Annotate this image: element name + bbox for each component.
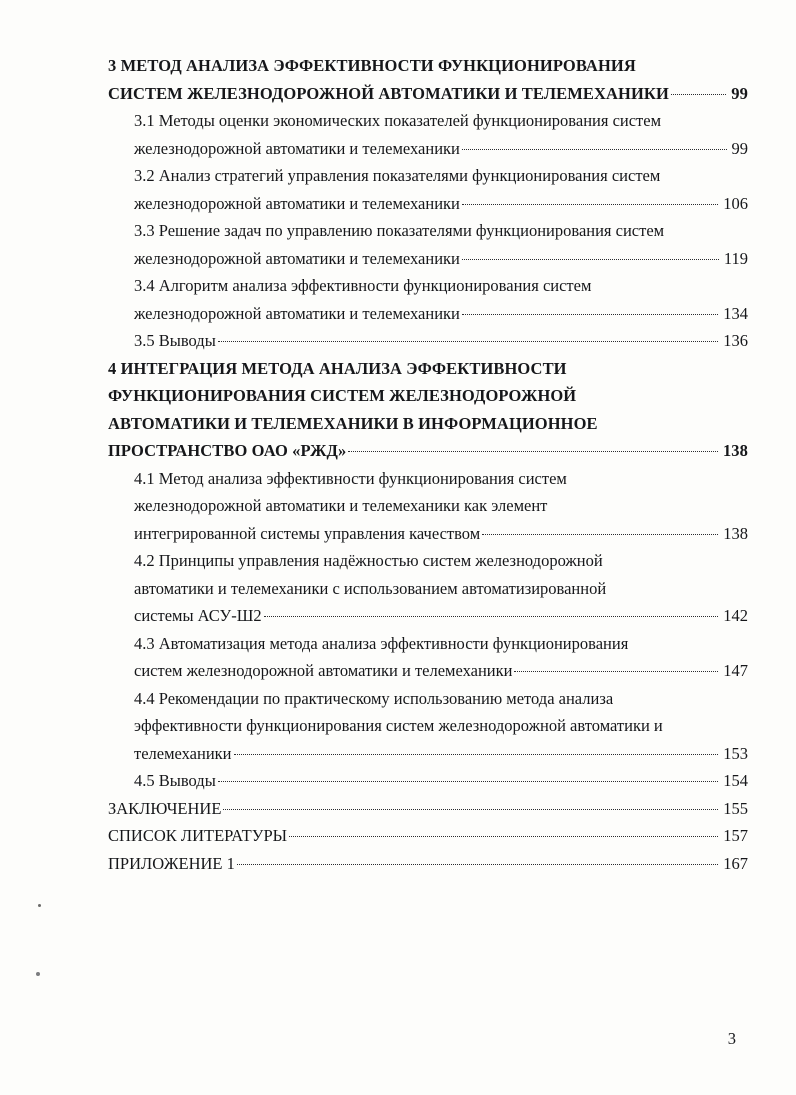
toc-entry-line: 4.1 Метод анализа эффективности функционирования систем: [134, 468, 567, 488]
toc-entry-line: железнодорожной автоматики и телемеханики как элемент: [134, 496, 548, 515]
toc-entry-section-4-1[interactable]: [134, 468, 748, 543]
toc-entry-text: системы АСУ-Ш2: [134, 606, 262, 625]
toc-entry-section-3-3[interactable]: [134, 223, 748, 267]
toc-entry-line-last: [134, 303, 748, 323]
toc-page-number: 119: [723, 248, 748, 268]
toc-entry-line-last: [108, 798, 748, 818]
toc-entry-line: 4.3 Автоматизация метода анализа эффективности функционирования: [134, 633, 629, 653]
table-of-contents: [108, 58, 748, 883]
toc-entry-line-last: [108, 828, 748, 845]
toc-page-number: 106: [723, 193, 748, 213]
toc-page-number: 134: [723, 303, 748, 323]
scan-speck: [36, 972, 40, 976]
toc-entry-line: автоматики и телемеханики с использованием автоматизированной: [134, 578, 607, 598]
toc-entry-line-last: [134, 663, 748, 680]
dot-leader: [462, 149, 727, 150]
dot-leader: [289, 836, 718, 837]
dot-leader: [462, 204, 718, 205]
toc-entry-line-last: [108, 83, 748, 103]
toc-entry-line: АВТОМАТИКИ И ТЕЛЕМЕХАНИКИ В ИНФОРМАЦИОННОЕ: [108, 413, 598, 433]
scan-speck: [38, 904, 41, 907]
toc-entry-line-last: [134, 248, 748, 268]
toc-page-number: 136: [723, 331, 748, 350]
toc-entry-section-3-2[interactable]: [134, 168, 748, 212]
toc-entry-line: ФУНКЦИОНИРОВАНИЯ СИСТЕМ ЖЕЛЕЗНОДОРОЖНОЙ: [108, 386, 577, 405]
toc-page-number: 138: [722, 441, 748, 460]
toc-page-number: 157: [723, 826, 748, 845]
dot-leader: [237, 864, 718, 865]
toc-entry-chapter-4[interactable]: [108, 358, 748, 460]
dot-leader: [514, 671, 718, 672]
dot-leader: [462, 259, 719, 260]
toc-entry-section-3-5[interactable]: [134, 333, 748, 350]
toc-entry-text: телемеханики: [134, 743, 232, 763]
toc-entry-line: 4.2 Принципы управления надёжностью систем железнодорожной: [134, 551, 603, 570]
toc-entry-text: железнодорожной автоматики и телемеханики: [134, 248, 460, 268]
toc-entry-line: 3.1 Методы оценки экономических показателей функционирования систем: [134, 111, 662, 130]
toc-page-number: 138: [723, 523, 748, 543]
dot-leader: [671, 94, 726, 95]
toc-page-number: 154: [723, 771, 748, 790]
toc-entry-text: СПИСОК ЛИТЕРАТУРЫ: [108, 826, 288, 845]
dot-leader: [348, 451, 718, 452]
dot-leader: [234, 754, 719, 755]
toc-entry-line-last: [108, 443, 748, 460]
toc-entry-text: систем железнодорожной автоматики и телемеханики: [134, 661, 513, 680]
toc-entry-chapter-3[interactable]: [108, 58, 748, 102]
toc-entry-text: железнодорожной автоматики и телемеханики: [134, 303, 460, 323]
toc-entry-text: 3.5 Выводы: [134, 331, 216, 350]
toc-entry-line-last: [134, 608, 748, 625]
toc-entry-line-last: [134, 523, 748, 543]
toc-entry-section-4-4[interactable]: [134, 688, 748, 763]
toc-entry-section-4-3[interactable]: [134, 633, 748, 680]
toc-page-number: 147: [723, 661, 748, 680]
toc-entry-line: эффективности функционирования систем железнодорожной автоматики и: [134, 716, 663, 735]
toc-entry-line: 4.4 Рекомендации по практическому использованию метода анализа: [134, 688, 614, 708]
toc-entry-line-last: [134, 333, 748, 350]
toc-entry-conclusion[interactable]: [108, 798, 748, 818]
toc-page-number: 167: [723, 853, 748, 873]
toc-entry-text: ПРОСТРАНСТВО ОАО «РЖД»: [108, 441, 347, 460]
toc-entry-line-last: [134, 138, 748, 158]
toc-entry-line-last: [134, 193, 748, 213]
toc-page-number: 155: [723, 798, 748, 818]
toc-entry-line: 3.3 Решение задач по управлению показателями функционирования систем: [134, 221, 665, 240]
toc-entry-line-last: [108, 853, 748, 873]
toc-entry-text: ПРИЛОЖЕНИЕ 1: [108, 853, 235, 873]
toc-entry-text: железнодорожной автоматики и телемеханики: [134, 138, 460, 158]
toc-entry-section-3-1[interactable]: [134, 113, 748, 157]
toc-entry-section-4-5[interactable]: [134, 773, 748, 790]
toc-entry-appendix-1[interactable]: [108, 853, 748, 873]
dot-leader: [223, 809, 718, 810]
toc-entry-line-last: [134, 773, 748, 790]
toc-entry-line: 3.2 Анализ стратегий управления показателями функционирования систем: [134, 166, 661, 185]
dot-leader: [482, 534, 718, 535]
toc-entry-text: 4.5 Выводы: [134, 771, 216, 790]
toc-entry-text: ЗАКЛЮЧЕНИЕ: [108, 798, 222, 818]
page-number: 3: [727, 1029, 736, 1048]
dot-leader: [264, 616, 719, 617]
toc-page-number: 99: [731, 138, 748, 158]
dot-leader: [218, 781, 718, 782]
toc-entry-line-last: [134, 743, 748, 763]
toc-page-number: 153: [723, 743, 748, 763]
toc-entry-line: 3 МЕТОД АНАЛИЗА ЭФФЕКТИВНОСТИ ФУНКЦИОНИРОВАНИЯ: [108, 56, 636, 75]
dot-leader: [462, 314, 718, 315]
toc-entry-section-3-4[interactable]: [134, 278, 748, 322]
toc-entry-text: железнодорожной автоматики и телемеханики: [134, 193, 460, 213]
toc-page-number: 142: [723, 606, 748, 625]
toc-entry-section-4-2[interactable]: [134, 553, 748, 625]
toc-entry-text: СИСТЕМ ЖЕЛЕЗНОДОРОЖНОЙ АВТОМАТИКИ И ТЕЛЕМЕХАНИКИ: [108, 83, 669, 103]
dot-leader: [218, 341, 718, 342]
toc-entry-line: 3.4 Алгоритм анализа эффективности функционирования систем: [134, 276, 592, 295]
toc-entry-text: интегрированной системы управления качеством: [134, 523, 481, 543]
toc-entry-references[interactable]: [108, 828, 748, 845]
toc-page-number: 99: [731, 83, 748, 103]
toc-entry-line: 4 ИНТЕГРАЦИЯ МЕТОДА АНАЛИЗА ЭФФЕКТИВНОСТИ: [108, 358, 567, 378]
